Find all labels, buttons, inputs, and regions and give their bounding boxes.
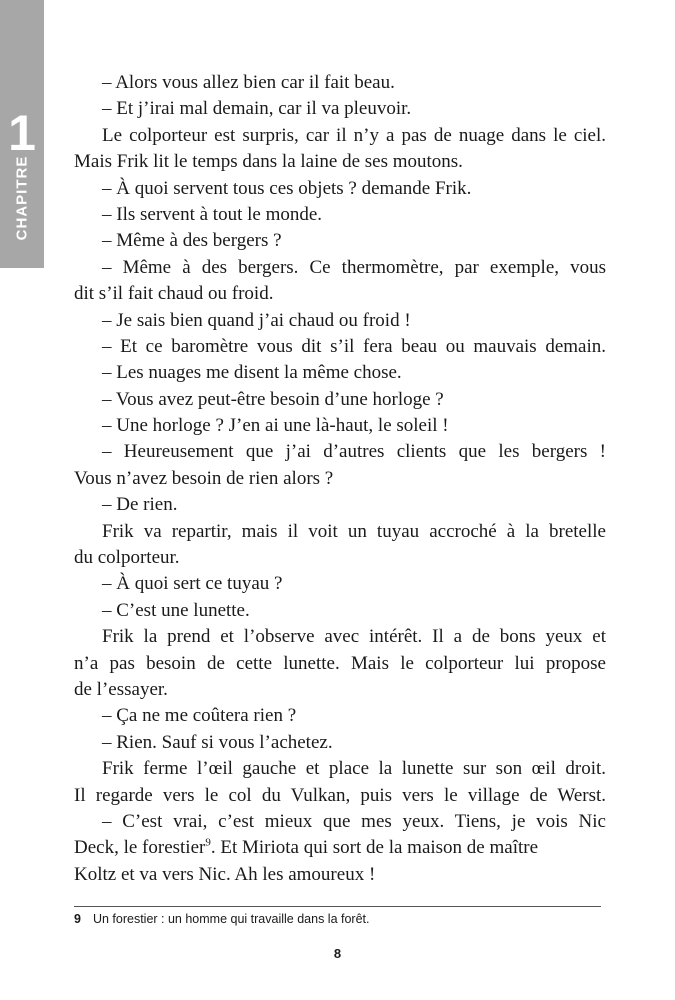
text-line: dit s’il fait chaud ou froid. xyxy=(74,283,274,305)
chapter-number: 1 xyxy=(8,105,36,161)
text-line: Frik ferme l’œil gauche et place la lunette sur son œil droit. xyxy=(102,758,606,780)
text-line: – Alors vous allez bien car il fait beau. xyxy=(102,72,395,93)
text-line: Frik va repartir, mais il voit un tuyau accroché à la bretelle xyxy=(102,520,606,542)
text-line: – Vous avez peut-être besoin d’une horloge ? xyxy=(102,388,444,410)
text-line: – Même à des bergers ? xyxy=(102,230,282,252)
text-segment: . Et Miriota qui sort de la maison de maître xyxy=(210,837,539,859)
text-line: – Même à des bergers. Ce thermomètre, par exemple, vous xyxy=(102,256,606,278)
text-line: – À quoi sert ce tuyau ? xyxy=(102,573,283,595)
text-line: – Ils servent à tout le monde. xyxy=(102,203,323,225)
text-line: de l’essayer. xyxy=(74,678,168,700)
chapter-tab xyxy=(0,0,44,268)
text-line: Le colporteur est surpris, car il n’y a pas de nuage dans le ciel. xyxy=(102,124,606,146)
text-line: – De rien. xyxy=(102,494,178,516)
footnote-number: 9 xyxy=(74,912,81,926)
text-line: – Une horloge ? J’en ai une là-haut, le soleil ! xyxy=(102,415,449,437)
text-line: – C’est vrai, c’est mieux que mes yeux. Tiens, je vois Nic xyxy=(102,810,606,832)
text-line: – Et ce baromètre vous dit s’il fera beau ou mauvais demain. xyxy=(102,335,606,357)
text-line: Mais Frik lit le temps dans la laine de ses moutons. xyxy=(74,151,463,173)
text-line: – C’est une lunette. xyxy=(102,599,250,621)
footnote-divider xyxy=(74,906,601,907)
text-line: – Heureusement que j’ai d’autres clients que les bergers ! xyxy=(102,441,606,463)
text-line: Koltz et va vers Nic. Ah les amoureux ! xyxy=(74,863,376,885)
text-line: Vous n’avez besoin de rien alors ? xyxy=(74,467,334,489)
text-line: Il regarde vers le col du Vulkan, puis vers le village de Werst. xyxy=(74,784,606,806)
text-segment: Deck, le forestier xyxy=(74,837,206,859)
text-line: – Les nuages me disent la même chose. xyxy=(102,362,402,384)
text-line: – Je sais bien quand j’ai chaud ou froid ! xyxy=(102,309,411,331)
text-line: Frik la prend et l’observe avec intérêt. Il a de bons yeux et xyxy=(102,626,606,648)
text-line: – Ça ne me coûtera rien ? xyxy=(102,705,297,727)
text-line xyxy=(74,835,606,861)
footnote xyxy=(74,912,369,926)
page-number: 8 xyxy=(333,946,342,961)
text-line: – Et j’irai mal demain, car il va pleuvoir. xyxy=(102,98,412,120)
text-line: – Rien. Sauf si vous l’achetez. xyxy=(102,731,333,753)
text-line: – À quoi servent tous ces objets ? demande Frik. xyxy=(102,177,472,199)
body-text xyxy=(74,70,606,888)
footnote-text: Un forestier : un homme qui travaille dans la forêt. xyxy=(92,912,370,926)
text-line: du colporteur. xyxy=(74,547,180,569)
chapter-label: CHAPITRE xyxy=(13,155,31,241)
text-line: n’a pas besoin de cette lunette. Mais le colporteur lui propose xyxy=(74,652,606,674)
footnote-reference: 9 xyxy=(205,837,211,849)
